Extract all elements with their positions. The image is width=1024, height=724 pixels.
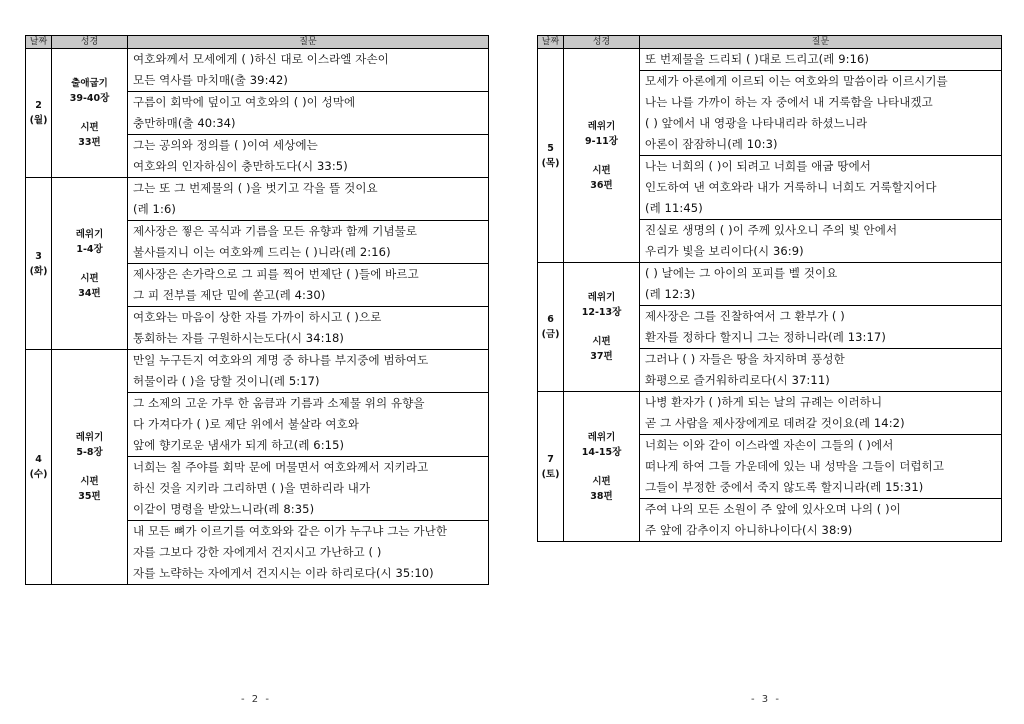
day-cell [538,49,564,263]
question-line: 주 앞에 감추이지 아니하나이다(시 38:9) [645,523,853,537]
question-cell [128,350,489,393]
day-weekday: (목) [541,157,560,169]
question-line: 주여 나의 모든 소원이 주 앞에 있사오며 나의 ( )이 [645,502,901,516]
table-header-row [26,36,489,49]
schedule-table-right [537,35,1002,542]
question-line: 허물이라 ( )을 당할 것이니(레 5:17) [133,374,320,388]
question-line: 충만하매(출 40:34) [133,116,236,130]
question-cell [640,263,1002,306]
book-line: 레위기 [75,228,104,240]
book-line: 레위기 [75,432,104,443]
question-cell [128,457,489,521]
psalm-line: 37편 [590,351,613,362]
day-weekday: (금) [541,329,560,340]
question-line: 그 소제의 고운 가루 한 움큼과 기름과 소제물 위의 유향을 [133,396,425,410]
book-line: 12-13장 [581,307,622,318]
psalm-block [52,120,127,150]
day-number: 3 [35,250,42,262]
question-cell [640,71,1002,156]
question-line: 그러나 ( ) 자들은 땅을 차지하며 풍성한 [645,352,845,366]
psalm-line: 시편 [80,122,99,133]
question-line: 제사장은 그를 진찰하여서 그 환부가 ( ) [645,309,845,323]
table-row [26,350,489,393]
book-cell [52,178,128,350]
book-cell [564,392,640,542]
psalm-block [564,334,639,364]
question-line: 만일 누구든지 여호와의 계명 중 하나를 부지중에 범하여도 [133,353,429,367]
question-line: 하신 것을 지키라 그리하면 ( )을 면하리라 내가 [133,481,371,495]
question-line: 모세가 아론에게 이르되 이는 여호와의 말씀이라 이르시기를 [645,74,948,88]
book-cell [52,49,128,178]
day-weekday: (수) [29,469,48,480]
question-line: 이같이 명령을 받았느니라(레 8:35) [133,502,315,516]
schedule-body [538,49,1002,542]
question-cell [128,307,489,350]
psalm-block [564,163,639,193]
question-cell [128,49,489,92]
psalm-line: 시편 [592,475,611,487]
day-number: 6 [547,314,554,325]
psalm-block [52,271,127,301]
table-row [538,49,1002,71]
psalm-block [564,474,639,504]
question-line: 그는 공의와 정의를 ( )이여 세상에는 [133,138,318,152]
psalm-line: 시편 [80,476,99,487]
question-line: 그 피 전부를 제단 밑에 쏟고(레 4:30) [133,288,326,302]
psalm-line: 38편 [590,490,613,502]
schedule-table-left [25,35,489,585]
question-cell [128,521,489,585]
question-line: 제사장은 손가락으로 그 피를 찍어 번제단 ( )들에 바르고 [133,267,419,281]
header-question: 질문 [128,36,489,49]
question-line: 너희는 이와 같이 이스라엘 자손이 그들의 ( )에서 [645,438,894,452]
question-line: 그는 또 그 번제물의 ( )을 벗기고 각을 뜰 것이요 [133,181,378,195]
psalm-line: 시편 [592,164,611,176]
question-line: 환자를 정하다 할지니 그는 정하니라(레 13:17) [645,330,886,344]
page-number: - 3 - [751,694,781,705]
day-number: 2 [35,100,42,111]
book-line: 9-11장 [585,135,618,147]
question-cell [640,349,1002,392]
header-day: 날짜 [538,36,564,49]
question-line: 아론이 잠잠하니(레 10:3) [645,137,778,151]
question-cell [128,135,489,178]
day-cell [26,178,52,350]
question-line: 나는 나를 가까이 하는 자 중에서 내 거룩함을 나타내겠고 [645,95,933,109]
psalm-block [52,474,127,504]
question-line: 여호와께서 모세에게 ( )하신 대로 이스라엘 자손이 [133,52,389,66]
schedule-body [26,49,489,585]
day-number: 7 [547,453,554,465]
day-weekday: (월) [29,115,48,126]
table-row [26,49,489,92]
question-cell [128,92,489,135]
day-cell [26,49,52,178]
day-weekday: (화) [29,265,48,277]
table-row [26,178,489,221]
question-line: 자를 노략하는 자에게서 건지시는 이라 하리로다(시 35:10) [133,566,434,580]
question-cell [640,306,1002,349]
question-line: ( ) 앞에서 내 영광을 나타내리라 하셨느니라 [645,116,868,130]
question-line: 앞에 향기로운 냄새가 되게 하고(레 6:15) [133,438,345,452]
day-cell [26,350,52,585]
question-cell [640,220,1002,263]
question-line: 모든 역사를 마치매(출 39:42) [133,73,288,87]
question-line: 다 가져다가 ( )로 제단 위에서 불살라 여호와 [133,417,360,431]
question-cell [128,221,489,264]
book-line: 14-15장 [581,446,622,458]
psalm-line: 34편 [78,287,101,299]
table-row [538,392,1002,435]
day-number: 5 [547,142,554,154]
question-cell [640,156,1002,220]
book-cell [564,49,640,263]
book-line: 1-4장 [76,243,103,255]
page-right [537,35,1002,542]
question-cell [640,499,1002,542]
book-line: 레위기 [587,120,616,132]
question-line: 여호와는 마음이 상한 자를 가까이 하시고 ( )으로 [133,310,382,324]
question-line: (레 12:3) [645,287,696,301]
question-line: 진실로 생명의 ( )이 주께 있사오니 주의 빛 안에서 [645,223,898,237]
psalm-line: 35편 [78,491,101,502]
question-line: ( ) 날에는 그 아이의 포피를 벨 것이요 [645,266,838,280]
question-line: 우리가 빛을 보리이다(시 36:9) [645,244,804,258]
page-left [25,35,489,585]
question-line: (레 11:45) [645,201,703,215]
day-cell [538,263,564,392]
question-line: 곧 그 사람을 제사장에게로 데려갈 것이요(레 14:2) [645,416,905,430]
book-line: 레위기 [587,292,616,303]
header-book: 성경 [564,36,640,49]
question-line: (레 1:6) [133,202,176,216]
question-line: 나병 환자가 ( )하게 되는 날의 규례는 이러하니 [645,395,883,409]
book-line: 5-8장 [76,447,103,458]
book-line: 39-40장 [69,93,110,104]
question-line: 화평으로 즐거워하리로다(시 37:11) [645,373,830,387]
question-cell [128,178,489,221]
psalm-line: 33편 [78,137,101,148]
page-number: - 2 - [241,694,271,705]
question-line: 또 번제물을 드리되 ( )대로 드리고(레 9:16) [645,52,870,66]
day-weekday: (토) [541,468,560,480]
day-cell [538,392,564,542]
question-line: 제사장은 찧은 곡식과 기름을 모든 유향과 함께 기념물로 [133,224,418,238]
question-line: 너희는 칠 주야를 회막 문에 머물면서 여호와께서 지키라고 [133,460,429,474]
question-line: 여호와의 인자하심이 충만하도다(시 33:5) [133,159,348,173]
table-header-row [538,36,1002,49]
question-cell [640,392,1002,435]
question-line: 떠나게 하여 그들 가운데에 있는 내 성막을 그들이 더럽히고 [645,459,945,473]
psalm-line: 시편 [592,336,611,347]
header-day: 날짜 [26,36,52,49]
day-number: 4 [35,454,42,465]
question-cell [128,264,489,307]
header-question: 질문 [640,36,1002,49]
table-row [538,263,1002,306]
question-line: 불사를지니 이는 여호와께 드리는 ( )니라(레 2:16) [133,245,391,259]
question-line: 자를 그보다 강한 자에게서 건지시고 가난하고 ( ) [133,545,382,559]
psalm-line: 시편 [80,272,99,284]
header-book: 성경 [52,36,128,49]
book-cell [52,350,128,585]
psalm-line: 36편 [590,179,613,191]
question-line: 구름이 회막에 덮이고 여호와의 ( )이 성막에 [133,95,356,109]
book-line: 출애굽기 [71,78,108,89]
question-cell [128,393,489,457]
question-line: 나는 너희의 ( )이 되려고 너희를 애굽 땅에서 [645,159,872,173]
question-line: 그들이 부정한 중에서 죽지 않도록 할지니라(레 15:31) [645,480,924,494]
question-cell [640,49,1002,71]
book-cell [564,263,640,392]
question-cell [640,435,1002,499]
question-line: 통회하는 자를 구원하시는도다(시 34:18) [133,331,345,345]
question-line: 내 모든 뼈가 이르기를 여호와와 같은 이가 누구냐 그는 가난한 [133,524,448,538]
question-line: 인도하여 낸 여호와라 내가 거룩하니 너희도 거룩할지어다 [645,180,937,194]
book-line: 레위기 [587,431,616,443]
